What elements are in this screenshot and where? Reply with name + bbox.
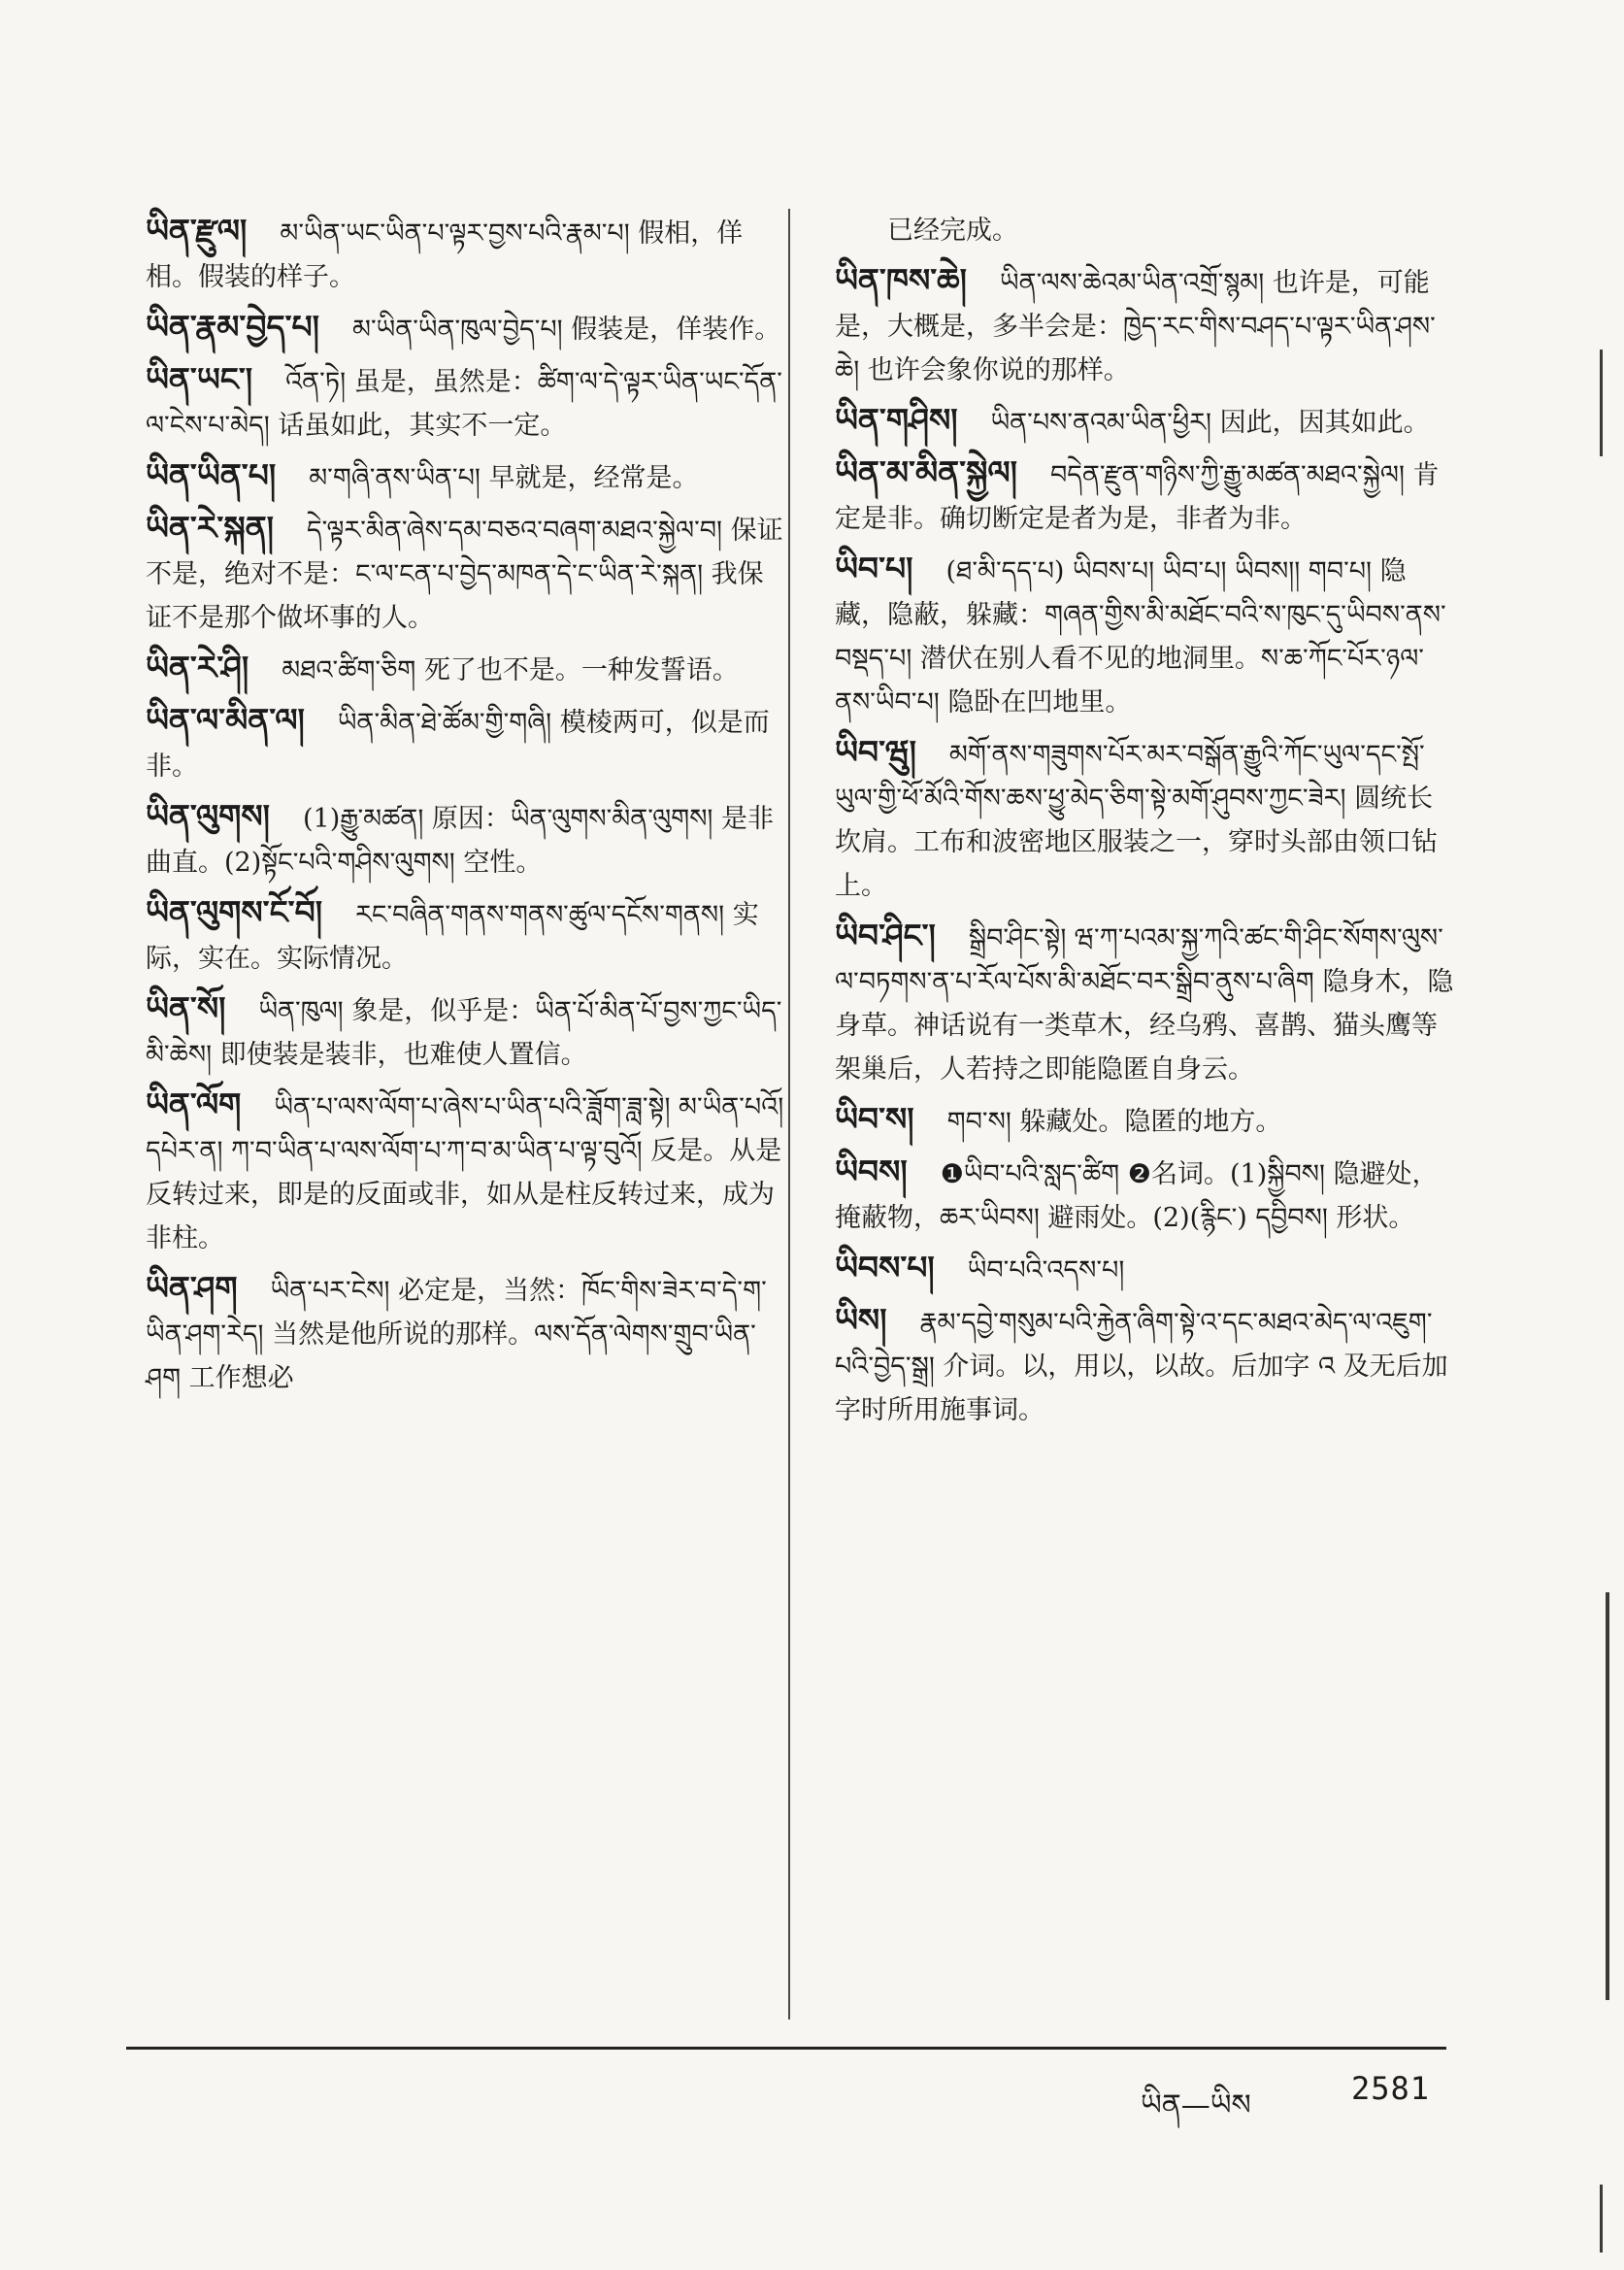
definition: གབ་ས། 躲藏处。隐匿的地方。 bbox=[946, 1107, 1282, 1137]
left-column bbox=[146, 209, 786, 1406]
dictionary-entry bbox=[835, 1097, 1456, 1144]
headword: ཡིན་ཁས་ཆེ། bbox=[835, 261, 967, 299]
headword: ཡིན་རྣམ་བྱེད་པ། bbox=[146, 308, 319, 346]
definition: བདེན་རྫུན་གཉིས་ཀྱི་རྒྱུ་མཚན་མཐའ་སྐྱེལ། 肯定是非。确切断定是者为是，非者为非。 bbox=[835, 460, 1440, 534]
headword: ཡིབ་ཤིང་། bbox=[835, 917, 936, 954]
headword: ཡིབ་ཝུ། bbox=[835, 733, 916, 771]
headword: ཡིན་ལུགས། bbox=[146, 797, 271, 835]
dictionary-entry bbox=[835, 451, 1456, 541]
headword: ཡིན་གཤིས། bbox=[835, 401, 958, 439]
right-column bbox=[835, 209, 1456, 1438]
definition: རང་བཞིན་གནས་གནས་ཚུལ་དངོས་གནས། 实际，实在。实际情况。 bbox=[146, 900, 759, 974]
dictionary-entry bbox=[146, 357, 786, 448]
definition: ཡིན་པས་ནའམ་ཡིན་ཕྱིར། 因此，因其如此。 bbox=[990, 408, 1430, 438]
dictionary-entry bbox=[146, 698, 786, 788]
headword: ཡིན་ལོག bbox=[146, 1085, 242, 1123]
definition: རྣམ་དབྱེ་གསུམ་པའི་རྐྱེན་ཞིག་སྟེ་འ་དང་མཐའ་མེད་ལ་འཇུག་པའི་བྱེད་སྒྲ། 介词。以，用以，以故。后加字 འ 及无后加字时所用施事词。 bbox=[835, 1308, 1448, 1425]
dictionary-entry bbox=[146, 305, 786, 351]
dictionary-entry bbox=[146, 794, 786, 885]
headword: ཡིབས་པ། bbox=[835, 1249, 935, 1286]
definition: ཡིན་མིན་ཐེ་ཚོམ་གྱི་གཞི། 模棱两可，似是而非。 bbox=[146, 708, 770, 782]
definition: མགོ་ནས་གཟུགས་པོར་མར་བསྒོན་རྒྱུའི་ཀོང་ཡུལ་དང་སྤོ་ཡུལ་གྱི་ཕོ་མོའི་གོས་ཆས་ཕྱུ་མེད་ཅིག་སྟེ་མགོ་ཤུབས་ཀྱང་ཟེར། 圆统长坎肩。工布和波密地区服装之一，穿时头部由领口钻上。 bbox=[835, 740, 1438, 901]
dictionary-entry bbox=[835, 914, 1456, 1091]
headword: ཡིན་ལུགས་ངོ་བོ། bbox=[146, 893, 323, 931]
definition: 已经完成。 bbox=[887, 216, 1018, 246]
dictionary-entry bbox=[146, 1266, 786, 1400]
headword: ཡིན་ཤག bbox=[146, 1269, 238, 1307]
scan-edge-mark bbox=[1606, 1592, 1609, 2000]
definition: (1)རྒྱུ་མཚན། 原因：ཡིན་ལུགས་མིན་ལུགས། 是非曲直。(2)སྟོང་པའི་གཤིས་ལུགས། 空性。 bbox=[146, 804, 774, 878]
headword: ཡིས། bbox=[835, 1301, 887, 1339]
headword: ཡིན་རེ་ཤི། bbox=[146, 649, 249, 686]
dictionary-entry bbox=[835, 1298, 1456, 1432]
dictionary-entry bbox=[146, 890, 786, 981]
dictionary-entry bbox=[835, 258, 1456, 392]
definition: མ་ཡིན་ཡང་ཡིན་པ་ལྟར་བྱས་པའི་རྣམ་པ། 假相，佯相。假装的样子。 bbox=[146, 218, 744, 292]
headword: ཡིབ་ས། bbox=[835, 1100, 914, 1138]
headword: ཡིན་ཡིན་པ། bbox=[146, 456, 277, 494]
column-divider bbox=[788, 209, 790, 2020]
headword: ཡིན་རྫུལ། bbox=[146, 212, 248, 250]
dictionary-entry bbox=[146, 646, 786, 692]
dictionary-entry bbox=[835, 730, 1456, 908]
page-number: 2581 bbox=[1351, 2070, 1431, 2107]
definition: མ་གཞི་ནས་ཡིན་པ། 早就是，经常是。 bbox=[309, 463, 699, 493]
definition: ཡིབ་པའི་འདས་པ། bbox=[967, 1255, 1125, 1285]
footer-rule bbox=[126, 2047, 1446, 2050]
dictionary-entry bbox=[146, 209, 786, 299]
definition: དེ་ལྟར་མིན་ཞེས་དམ་བཅའ་བཞག་མཐའ་སྐྱེལ་བ། 保证不是，绝对不是：ང་ལ་ངན་པ་བྱེད་མཁན་དེ་ང་ཡིན་རེ་སྐན། 我保证不是那个做坏事的人。 bbox=[146, 516, 783, 633]
dictionary-entry bbox=[835, 547, 1456, 724]
dictionary-entry bbox=[835, 398, 1456, 445]
definition: སྒྲིབ་ཤིང་སྟེ། ཝ་ཀ་པའམ་སྐྱ་ཀའི་ཚང་གི་ཤིང་སོགས་ལུས་ལ་བཏགས་ན་པ་རོལ་པོས་མི་མཐོང་བར་སྒྲིབ་ནུས་པ་ཞིག 隐身木，隐身草。神话说有一类草木，经乌鸦、喜鹊、猫头鹰等架巢后，人若持之即能隐匿自身云。 bbox=[835, 923, 1454, 1085]
definition: ཡིན་པ་ལས་ལོག་པ་ཞེས་པ་ཡིན་པའི་ཟློག་ཟླ་སྟེ། མ་ཡིན་པའོ། དཔེར་ན། ཀ་བ་ཡིན་པ་ལས་ལོག་པ་ཀ་བ་མ་ཡིན་པ་ལྟ་བུའོ། 反是。从是反转过来，即是的反面或非，如从是柱反转过来，成为非柱。 bbox=[146, 1092, 784, 1253]
definition: འོན་ཏེ། 虽是，虽然是：ཚིག་ལ་དེ་ལྟར་ཡིན་ཡང་དོན་ལ་ངེས་པ་མེད། 话虽如此，其实不一定。 bbox=[146, 367, 782, 441]
headword: ཡིབ་པ། bbox=[835, 550, 913, 587]
headword: ཡིན་མ་མིན་སྐྱེལ། bbox=[835, 453, 1017, 491]
footer-entry-range: ཡིན—ཡིས bbox=[1141, 2088, 1251, 2122]
definition: མཐའ་ཚིག་ཅིག 死了也不是。一种发誓语。 bbox=[282, 655, 739, 685]
headword: ཡིབས། bbox=[835, 1152, 908, 1190]
definition: ❶ཡིབ་པའི་སླད་ཚིག ❷名词。(1)སྐྱིབས། 隐避处，掩蔽物，ཆར་ཡིབས། 避雨处。(2)(རྙིང་) དབྱིབས། 形状。 bbox=[835, 1159, 1439, 1233]
headword: ཡིན་སོ། bbox=[146, 989, 226, 1027]
definition: (ཐ་མི་དད་པ) ཡིབས་པ། ཡིབ་པ། ཡིབས།། གབ་པ། 隐藏，隐蔽，躲藏：གཞན་གྱིས་མི་མཐོང་བའི་ས་ཁུང་དུ་ཡིབས་ནས་བསྡད་པ། 潜伏在别人看不见的地洞里。ས་ཆ་ཀོང་པོར་ཉལ་ནས་ཡིབ་པ། 隐卧在凹地里。 bbox=[835, 556, 1446, 718]
headword: ཡིན་ཡང་། bbox=[146, 360, 253, 398]
dictionary-entry bbox=[835, 1150, 1456, 1240]
dictionary-entry bbox=[146, 506, 786, 640]
dictionary-entry bbox=[835, 1246, 1456, 1292]
definition: ཡིན་ཁུལ། 象是，似乎是：ཡིན་པོ་མིན་པོ་བྱས་ཀྱང་ཡིད་མི་ཆེས། 即使装是装非，也难使人置信。 bbox=[146, 996, 782, 1070]
headword: ཡིན་ལ་མིན་ལ། bbox=[146, 701, 305, 739]
dictionary-entry-continued bbox=[835, 209, 1456, 252]
definition: མ་ཡིན་ཡིན་ཁུལ་བྱེད་པ། 假装是，佯装作。 bbox=[352, 315, 781, 345]
definition: ཡིན་པར་ངེས། 必定是，当然：ཁོང་གིས་ཟེར་བ་དེ་ག་ཡིན་ཤག་རེད། 当然是他所说的那样。ལས་དོན་ལེགས་གྲུབ་ཡིན་ཤག 工作想必 bbox=[146, 1276, 767, 1393]
dictionary-entry bbox=[146, 986, 786, 1077]
dictionary-entry bbox=[146, 453, 786, 500]
scan-edge-mark bbox=[1600, 350, 1603, 456]
scan-edge-mark bbox=[1600, 2185, 1603, 2253]
dictionary-entry bbox=[146, 1083, 786, 1260]
headword: ཡིན་རེ་སྐན། bbox=[146, 509, 274, 547]
definition: ཡིན་ལས་ཆེའམ་ཡིན་འགྲོ་སྙམ། 也许是，可能是，大概是，多半会是：ཁྱེད་རང་གིས་བཤད་པ་ལྟར་ཡིན་ཤས་ཆེ། 也许会象你说的那样。 bbox=[835, 268, 1436, 385]
